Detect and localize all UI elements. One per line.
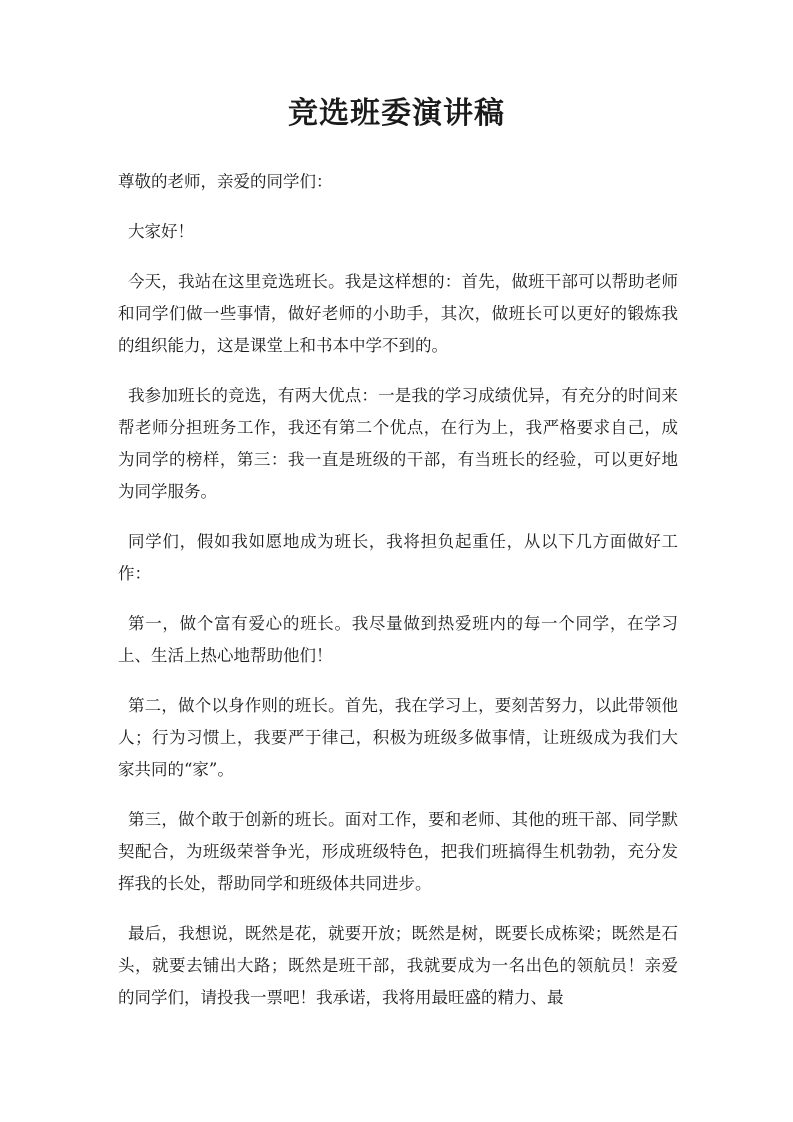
body-paragraph: 同学们，假如我如愿地成为班长，我将担负起重任，从以下几方面做好工作： — [118, 532, 678, 583]
body-paragraph: 今天，我站在这里竞选班长。我是这样想的：首先，做班干部可以帮助老师和同学们做一些事情，做好老师的小助手，其次，做班长可以更好的锻炼我的组织能力，这是课堂上和书本中学不到的。 — [118, 272, 678, 355]
salutation-paragraph: 尊敬的老师，亲爱的同学们： — [118, 172, 333, 191]
body-paragraph: 第二，做个以身作则的班长。首先，我在学习上，要刻苦努力，以此带领他人；行为习惯上，我要严于律己，积极为班级多做事情，让班级成为我们大家共同的“家”。 — [118, 696, 678, 779]
document-body — [118, 166, 678, 1032]
greeting-paragraph: 大家好！ — [128, 222, 194, 241]
body-paragraph: 我参加班长的竞选，有两大优点：一是我的学习成绩优异，有充分的时间来帮老师分担班务工作，我还有第二个优点，在行为上，我严格要求自己，成为同学的榜样，第三：我一直是班级的干部，有当班长的经验，可以更好地为同学服务。 — [118, 386, 678, 501]
body-paragraph: 第三，做个敢于创新的班长。面对工作，要和老师、其他的班干部、同学默契配合，为班级荣誉争光，形成班级特色，把我们班搞得生机勃勃，充分发挥我的长处，帮助同学和班级体共同进步。 — [118, 810, 678, 893]
closing-paragraph: 最后，我想说，既然是花，就要开放；既然是树，既要长成栋梁；既然是石头，就要去铺出大路；既然是班干部，我就要成为一名出色的领航员！亲爱的同学们，请投我一票吧！我承诺，我将用最旺盛的精力、最 — [118, 924, 678, 1007]
body-paragraph: 第一，做个富有爱心的班长。我尽量做到热爱班内的每一个同学，在学习上、生活上热心地帮助他们！ — [118, 614, 678, 665]
document-title: 竞选班委演讲稿 — [288, 96, 505, 131]
